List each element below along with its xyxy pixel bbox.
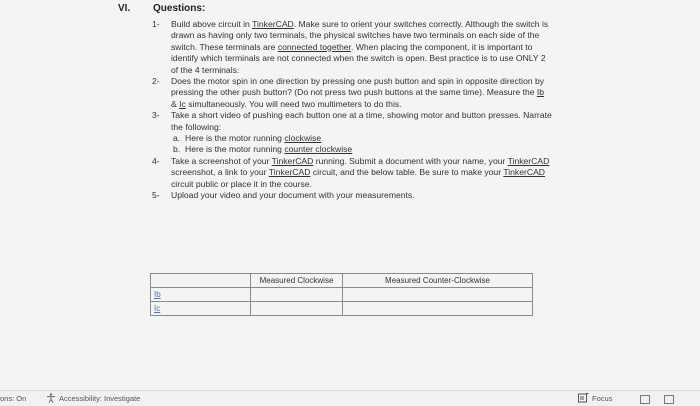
table-row <box>151 302 533 316</box>
question-number: 5- <box>152 190 160 201</box>
question-number: 1- <box>152 19 160 29</box>
table-cell[interactable] <box>343 288 533 302</box>
sub-item-letter: b. <box>173 144 181 155</box>
focus-icon <box>578 393 589 403</box>
underlined-term: TinkerCAD <box>503 167 546 178</box>
question-item <box>152 19 552 76</box>
table-header-cell <box>151 274 251 288</box>
underlined-term: counter clockwise <box>284 144 353 155</box>
sub-item-letter: a. <box>173 133 181 144</box>
underlined-term: connected together <box>277 41 351 52</box>
question-text: circuit public or place it in the course. <box>171 178 312 189</box>
table-cell[interactable] <box>251 288 343 302</box>
question-item <box>152 110 552 133</box>
question-body <box>171 156 552 190</box>
question-body <box>171 110 552 133</box>
underlined-term: Ib <box>536 87 545 98</box>
section-numeral: VI. <box>118 3 131 14</box>
sub-item-text <box>185 133 321 144</box>
question-text: Build above circuit in <box>171 19 253 29</box>
sub-item <box>171 133 552 144</box>
question-number: 4- <box>152 155 160 166</box>
underlined-term: TinkerCAD <box>268 167 311 178</box>
underlined-term: TinkerCAD <box>252 19 294 29</box>
question-text: Upload your video and your document with your measurements. <box>171 190 415 201</box>
question-text: Does the motor spin in one direction by pressing one push button and spin in opposite direction by pressing the other push button? (Do not press two push buttons at the same time). Measure the <box>171 76 545 98</box>
question-text: Take a screenshot of your <box>171 155 272 166</box>
question-text: Here is the motor running <box>185 133 285 144</box>
question-item <box>152 190 552 201</box>
status-left-text[interactable]: ons: On <box>0 394 27 403</box>
accessibility-label: Accessibility: Investigate <box>59 393 141 403</box>
questions-list <box>152 19 552 202</box>
focus-button[interactable] <box>578 393 612 403</box>
question-item <box>152 76 552 110</box>
question-number: 2- <box>152 76 160 87</box>
question-text: screenshot, a link to your <box>171 167 269 178</box>
print-layout-icon[interactable] <box>640 395 650 404</box>
underlined-term: Ic <box>179 98 186 109</box>
table-header-row <box>151 274 533 288</box>
question-item <box>152 156 552 190</box>
table-row <box>151 288 533 302</box>
table-header-cell: Measured Counter-Clockwise <box>343 274 533 288</box>
question-text: circuit, and the below table. Be sure to make your <box>310 167 504 178</box>
table-row-label: Ic <box>151 302 251 316</box>
accessibility-icon <box>46 393 56 403</box>
question-text: Take a short video of pushing each button one at a time, showing motor and button presses. Narrate the following: <box>171 110 552 132</box>
web-layout-icon[interactable] <box>664 395 674 404</box>
accessibility-status[interactable] <box>46 393 140 403</box>
table-header-cell: Measured Clockwise <box>251 274 343 288</box>
question-body <box>171 76 552 110</box>
question-text: . Make sure to orient your switches correctly. Although the switch is drawn as having only two terminals, the physical switches have two terminals on each side of the switch. These terminals are <box>171 19 549 52</box>
question-number: 3- <box>152 110 160 121</box>
table-cell[interactable] <box>251 302 343 316</box>
underlined-term: clockwise <box>284 133 322 144</box>
question-body <box>171 190 552 201</box>
sub-item-text <box>185 144 352 155</box>
question-text: & <box>171 98 180 109</box>
status-bar <box>0 390 700 406</box>
table-row-label: Ib <box>151 288 251 302</box>
measurement-table <box>150 273 533 316</box>
question-text: Here is the motor running <box>185 144 285 155</box>
question-text: . When placing the component, it is important to identify which terminals are not connected when the switch is open. Best practice is to use ONLY 2 of the 4 terminals. <box>171 41 546 75</box>
section-title: Questions: <box>153 3 206 14</box>
question-body <box>171 19 552 76</box>
underlined-term: TinkerCAD <box>507 155 550 166</box>
focus-label: Focus <box>592 393 613 403</box>
underlined-term: TinkerCAD <box>271 155 314 166</box>
table-cell[interactable] <box>343 302 533 316</box>
question-text: running. Submit a document with your name, your <box>313 155 508 166</box>
sub-item <box>171 144 552 155</box>
question-text: simultaneously. You will need two multimeters to do this. <box>185 98 402 109</box>
